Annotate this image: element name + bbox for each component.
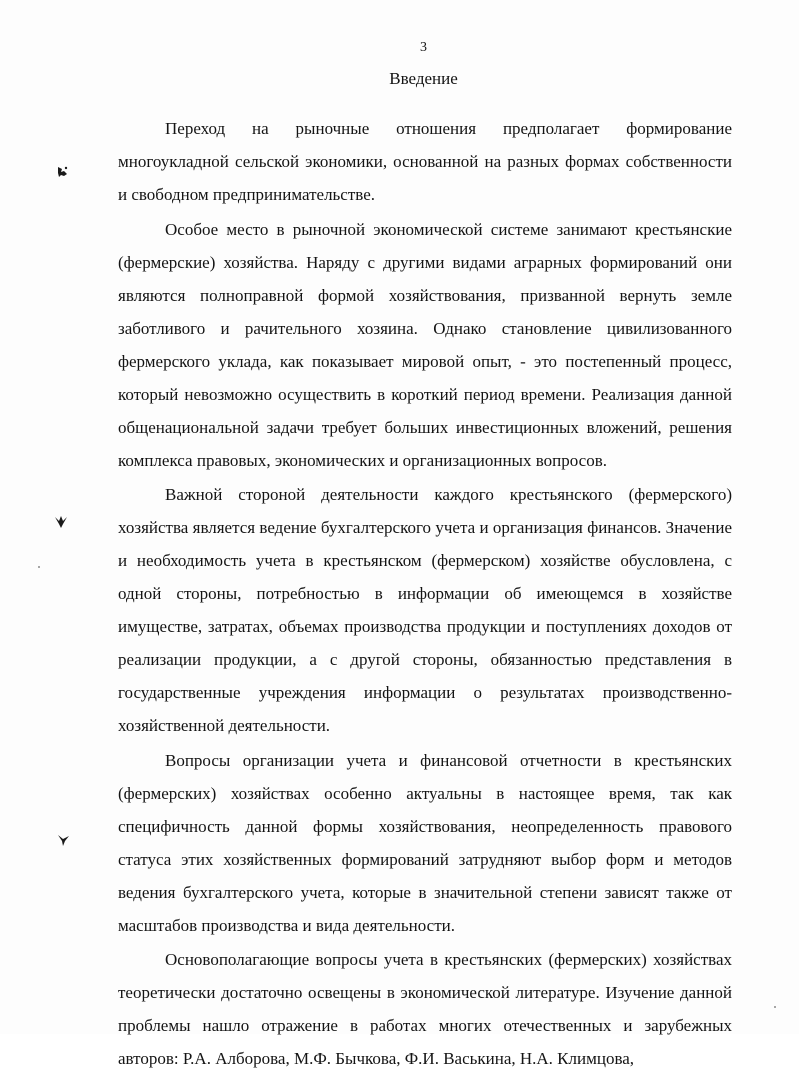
paragraph-4: Вопросы организации учета и финансовой отчетности в крестьянских (фермерских) хозяйствах особенно актуальны в настоящее время, так как специфичность данной формы хозяйствования, неопределенность правового статуса этих хозяйственных формирований затрудняют выбор форм и методов ведения бухгалтерского учета, которые в значительной степени зависят также от масштабов производства и вида деятельности. — [118, 750, 732, 935]
paragraph-3: Важной стороной деятельности каждого крестьянского (фермерского) хозяйства является ведение бухгалтерского учета и организация финансов. Значение и необходимость учета в крестьянском (фермерском) хозяйстве обусловлена, с одной стороны, потребностью в информации об имеющемся в хозяйстве имуществе, затратах, объемах производства продукции и поступлениях доходов от реализации продукции, а с другой стороны, обязанностью представления в государственные учреждения информации о результатах производственно-хозяйственной деятельности. — [118, 485, 732, 735]
scan-blot-icon — [55, 164, 71, 180]
paragraph-5: Основополагающие вопросы учета в крестьянских (фермерских) хозяйствах теоретически достаточно освещены в экономической литературе. Изучение данной проблемы нашло отражение в работах многих отечественных и зарубежных авторов: Р.А. Алборова, М.Ф. Бычкова, Ф.И. Васькина, Н.А. Климцова, — [118, 950, 732, 1068]
scan-speck — [774, 1006, 776, 1008]
paragraph-1: Переход на рыночные отношения предполагает формирование многоукладной сельской экономики, основанной на разных формах собственности и свободном предпринимательстве. — [118, 119, 732, 204]
paragraph-2: Особое место в рыночной экономической системе занимают крестьянские (фермерские) хозяйства. Наряду с другими видами аграрных формирований они являются полноправной формой хозяйствования, призванной вернуть земле заботливого и рачительного хозяина. Однако становление цивилизованного фермерского уклада, как показывает мировой опыт, - это постепенный процесс, который невозможно осуществить в короткий период времени. Реализация данной общенациональной задачи требует больших инвестиционных вложений, решения комплекса правовых, экономических и организационных вопросов. — [118, 219, 732, 470]
body-text — [118, 112, 732, 1075]
scan-blot-icon — [56, 832, 72, 848]
page-number: 3 — [420, 40, 427, 55]
scan-speck — [38, 566, 40, 568]
section-heading: Введение — [389, 69, 458, 88]
scan-blot-icon — [53, 513, 69, 529]
